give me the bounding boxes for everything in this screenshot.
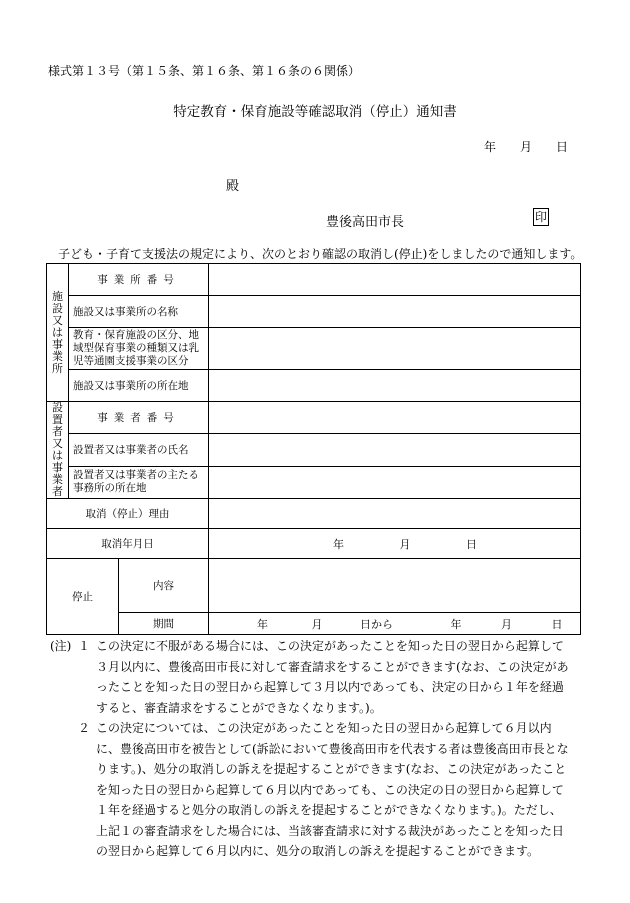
suspension-period-value[interactable]: 年 月 日から 年 月 日	[209, 613, 581, 635]
note-1	[50, 636, 570, 718]
note-2-number: ２	[78, 721, 91, 735]
suspension-content-label: 内容	[119, 559, 209, 613]
intro-text: 子ども・子育て支援法の規定により、次のとおり確認の取消し(停止)をしましたので通知します。	[58, 247, 583, 261]
facility-number-label: 事業所番号	[69, 264, 209, 296]
operator-name-label: 設置者又は事業者の氏名	[69, 434, 209, 466]
notes-section	[50, 636, 570, 862]
facility-address-label: 施設又は事業所の所在地	[69, 370, 209, 402]
operator-group-label: 設 置 者 又 は 事 業 者	[47, 402, 69, 499]
cancel-date-label: 取消年月日	[47, 529, 209, 559]
suspension-content-value[interactable]	[209, 559, 581, 613]
issue-date: 年 月 日	[484, 140, 569, 154]
document-title: 特定教育・保育施設等確認取消（停止）通知書	[173, 104, 457, 120]
facility-category-value[interactable]	[209, 328, 581, 370]
operator-number-value[interactable]	[209, 402, 581, 434]
facility-name-label: 施設又は事業所の名称	[69, 296, 209, 328]
note-1-number: １	[78, 639, 91, 653]
cancel-date-value[interactable]: 年 月 日	[209, 529, 581, 559]
note-2-text: この決定については、この決定があったことを知った日の翌日から起算して６月以内に、豊後高田市を被告として(訴訟において豊後高田市を代表する者は豊後高田市長となります。)、処分の取消しの訴えを提起することができます(なお、この決定があったことを知った日の翌日から起算して６月以内であっても、この決定の日の翌日から起算して１年を経過すると処分の取消しの訴えを提起することができなくなります。)。ただし、上記１の審査請求をした場合には、当該審査請求に対する裁決があったことを知った日の翌日から起算して６月以内に、処分の取消しの訴えを提起することができます。	[96, 721, 569, 858]
facility-name-value[interactable]	[209, 296, 581, 328]
facility-address-value[interactable]	[209, 370, 581, 402]
seal-box: 印	[534, 210, 547, 224]
note-1-text: この決定に不服がある場合には、この決定があったことを知った日の翌日から起算して３月以内に、豊後高田市長に対して審査請求をすることができます(なお、この決定があったことを知った日の翌日から起算して３月以内であっても、決定の日から１年を経過すると、審査請求をすることができなくなります。)。	[96, 639, 569, 715]
reason-label: 取消（停止）理由	[47, 499, 209, 529]
notice-table	[46, 263, 581, 635]
issuer-name: 豊後高田市長	[326, 215, 405, 230]
facility-number-value[interactable]	[209, 264, 581, 296]
facility-group-label: 施 設 又 は 事 業 所	[47, 264, 69, 402]
operator-number-label: 事業者番号	[69, 402, 209, 434]
operator-address-value[interactable]	[209, 466, 581, 498]
reason-value[interactable]	[209, 499, 581, 529]
note-2	[50, 718, 570, 862]
facility-category-label: 教育・保育施設の区分、地域型保育事業の種類又は乳児等通園支援事業の区分	[69, 328, 209, 370]
form-number: 様式第１３号（第１５条、第１６条、第１６条の６関係）	[48, 64, 361, 78]
suspension-label: 停止	[47, 559, 119, 635]
operator-name-value[interactable]	[209, 434, 581, 466]
notes-prefix: (注)	[50, 639, 72, 653]
addressee-suffix: 殿	[226, 179, 240, 194]
suspension-period-label: 期間	[119, 613, 209, 635]
operator-address-label: 設置者又は事業者の主たる事務所の所在地	[69, 466, 209, 498]
